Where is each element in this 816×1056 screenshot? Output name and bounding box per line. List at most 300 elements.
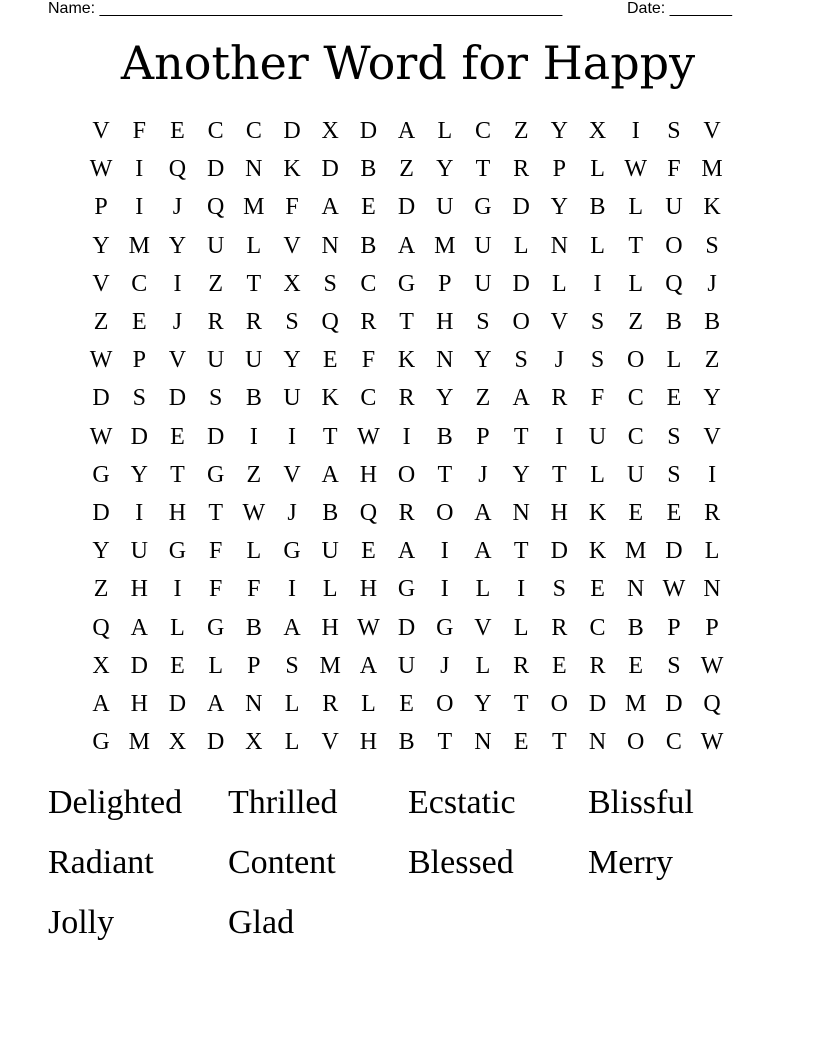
grid-cell[interactable]: L — [208, 652, 223, 679]
grid-cell[interactable]: D — [92, 385, 110, 412]
grid-cell[interactable]: X — [92, 652, 110, 679]
grid-cell[interactable]: A — [206, 690, 225, 717]
grid-cell[interactable]: L — [475, 652, 491, 679]
grid-cell[interactable]: M — [625, 690, 647, 717]
grid-cell[interactable]: H — [359, 461, 378, 488]
grid-cell[interactable]: L — [437, 118, 453, 145]
grid-cell[interactable]: I — [288, 423, 297, 450]
grid-cell[interactable]: T — [322, 423, 338, 450]
grid-cell[interactable]: T — [513, 423, 529, 450]
grid-cell[interactable]: H — [359, 729, 378, 756]
grid-cell[interactable]: L — [590, 461, 605, 488]
grid-cell[interactable]: F — [667, 156, 681, 183]
grid-cell[interactable]: G — [397, 270, 416, 297]
grid-cell[interactable]: M — [128, 729, 150, 756]
grid-cell[interactable]: M — [128, 232, 150, 259]
grid-cell[interactable]: S — [514, 347, 528, 374]
grid-cell[interactable]: A — [321, 194, 339, 221]
grid-cell[interactable]: I — [135, 499, 144, 526]
grid-cell[interactable]: Z — [475, 385, 491, 412]
grid-cell[interactable]: S — [323, 270, 337, 297]
grid-cell[interactable]: U — [436, 194, 454, 221]
grid-cell[interactable]: R — [704, 499, 721, 526]
grid-cell[interactable]: E — [170, 423, 185, 450]
grid-cell[interactable]: X — [283, 270, 301, 297]
grid-cell[interactable]: V — [703, 423, 721, 450]
grid-cell[interactable]: H — [436, 309, 454, 336]
grid-cell[interactable]: I — [173, 270, 182, 297]
grid-cell[interactable]: Y — [703, 385, 721, 412]
grid-cell[interactable]: C — [131, 270, 148, 297]
grid-cell[interactable]: D — [168, 385, 187, 412]
grid-cell[interactable]: S — [132, 385, 146, 412]
grid-cell[interactable]: Z — [399, 156, 414, 183]
grid-cell[interactable]: L — [704, 538, 720, 565]
grid-cell[interactable]: M — [701, 156, 723, 183]
grid-cell[interactable]: K — [283, 156, 301, 183]
grid-cell[interactable]: Y — [130, 461, 148, 488]
word-bank — [48, 780, 768, 960]
grid-cell[interactable]: I — [402, 423, 411, 450]
grid-cell[interactable]: R — [322, 690, 339, 717]
grid-cell[interactable]: Y — [168, 232, 187, 259]
grid-cell[interactable]: S — [476, 309, 490, 336]
grid-cell[interactable]: K — [703, 194, 721, 221]
grid-cell[interactable]: H — [130, 690, 148, 717]
grid-cell[interactable]: E — [399, 690, 414, 717]
grid-cell[interactable]: B — [589, 194, 606, 221]
grid-cell[interactable]: I — [708, 461, 717, 488]
grid-cell[interactable]: C — [627, 385, 644, 412]
grid-cell[interactable]: V — [321, 729, 339, 756]
grid-cell[interactable]: M — [319, 652, 341, 679]
grid-cell[interactable]: J — [440, 652, 450, 679]
grid-cell[interactable]: T — [208, 499, 223, 526]
grid-cell[interactable]: H — [321, 614, 339, 641]
grid-cell[interactable]: C — [360, 270, 377, 297]
grid-cell[interactable]: V — [92, 118, 110, 145]
grid-cell[interactable]: N — [474, 729, 492, 756]
grid-cell[interactable]: Z — [208, 270, 223, 297]
grid-cell[interactable]: D — [665, 690, 683, 717]
grid-cell[interactable]: K — [397, 347, 416, 374]
grid-cell[interactable]: C — [589, 614, 606, 641]
grid-cell[interactable]: A — [92, 690, 110, 717]
grid-cell[interactable]: R — [513, 156, 530, 183]
grid-cell[interactable]: G — [168, 538, 187, 565]
word-bank-item: Content — [228, 844, 336, 881]
grid-cell[interactable]: J — [172, 194, 183, 221]
grid-cell[interactable]: I — [593, 270, 602, 297]
grid-cell[interactable]: D — [206, 156, 225, 183]
grid-cell[interactable]: H — [359, 576, 378, 603]
grid-cell[interactable]: D — [92, 499, 110, 526]
grid-cell[interactable]: N — [588, 729, 607, 756]
grid-cell[interactable]: P — [132, 347, 146, 374]
grid-cell[interactable]: E — [628, 652, 644, 679]
grid-cell[interactable]: V — [168, 347, 187, 374]
grid-cell[interactable]: S — [667, 423, 681, 450]
grid-cell[interactable]: O — [627, 347, 645, 374]
grid-cell[interactable]: A — [397, 538, 416, 565]
grid-cell[interactable]: R — [245, 309, 262, 336]
grid-cell[interactable]: E — [361, 194, 376, 221]
grid-cell[interactable]: S — [667, 461, 681, 488]
grid-cell[interactable]: B — [245, 614, 262, 641]
grid-cell[interactable]: Z — [246, 461, 262, 488]
grid-cell[interactable]: I — [135, 194, 144, 221]
grid-cell[interactable]: R — [207, 309, 224, 336]
grid-cell[interactable]: P — [476, 423, 490, 450]
grid-cell[interactable]: I — [440, 538, 449, 565]
grid-cell[interactable]: C — [474, 118, 491, 145]
grid-cell[interactable]: R — [360, 309, 377, 336]
grid-cell[interactable]: R — [513, 652, 530, 679]
grid-cell[interactable]: B — [245, 385, 262, 412]
word-bank-item: Merry — [588, 844, 673, 881]
grid-cell[interactable]: P — [94, 194, 108, 221]
grid-cell[interactable]: I — [288, 576, 297, 603]
grid-cell[interactable]: O — [436, 690, 454, 717]
grid-cell[interactable]: W — [89, 423, 113, 450]
grid-cell[interactable]: C — [627, 423, 644, 450]
grid-cell[interactable]: E — [170, 118, 185, 145]
grid-cell[interactable]: D — [512, 270, 530, 297]
grid-cell[interactable]: D — [130, 652, 148, 679]
grid-cell[interactable]: E — [552, 652, 567, 679]
grid-cell[interactable]: O — [512, 309, 530, 336]
grid-cell[interactable]: G — [92, 461, 110, 488]
grid-cell[interactable]: A — [283, 614, 301, 641]
grid-cell[interactable]: U — [397, 652, 416, 679]
grid-cell[interactable]: M — [434, 232, 456, 259]
grid-cell[interactable]: K — [321, 385, 339, 412]
grid-cell[interactable]: D — [283, 118, 301, 145]
grid-cell[interactable]: Z — [93, 576, 109, 603]
grid-cell[interactable]: G — [206, 461, 225, 488]
grid-cell[interactable]: L — [513, 232, 529, 259]
grid-cell[interactable]: T — [513, 538, 529, 565]
grid-cell[interactable]: W — [700, 652, 724, 679]
grid-cell[interactable]: W — [89, 156, 113, 183]
grid-cell[interactable]: R — [551, 614, 568, 641]
grid-cell[interactable]: U — [206, 347, 225, 374]
grid-cell[interactable]: R — [589, 652, 606, 679]
grid-cell[interactable]: D — [206, 423, 225, 450]
grid-cell[interactable]: V — [550, 309, 569, 336]
grid-cell[interactable]: C — [360, 385, 377, 412]
grid-cell[interactable]: S — [285, 309, 299, 336]
grid-cell[interactable]: J — [478, 461, 488, 488]
grid-cell[interactable]: X — [321, 118, 339, 145]
grid-cell[interactable]: U — [588, 423, 607, 450]
grid-cell[interactable]: B — [360, 232, 377, 259]
grid-cell[interactable]: S — [705, 232, 719, 259]
grid-cell[interactable]: L — [246, 538, 262, 565]
grid-cell[interactable]: B — [360, 156, 377, 183]
grid-cell[interactable]: Q — [703, 690, 721, 717]
grid-cell[interactable]: W — [662, 576, 686, 603]
grid-cell[interactable]: M — [625, 538, 647, 565]
grid-cell[interactable]: V — [283, 232, 301, 259]
grid-cell[interactable]: E — [361, 538, 376, 565]
grid-cell[interactable]: L — [666, 347, 682, 374]
grid-cell[interactable]: L — [284, 690, 300, 717]
grid-cell[interactable]: I — [517, 576, 526, 603]
grid-cell[interactable]: U — [245, 347, 263, 374]
grid-cell[interactable]: E — [131, 309, 147, 336]
grid-cell[interactable]: T — [399, 309, 414, 336]
grid-cell[interactable]: E — [513, 729, 529, 756]
grid-cell[interactable]: B — [665, 309, 682, 336]
grid-cell[interactable]: D — [359, 118, 378, 145]
grid-cell[interactable]: N — [245, 690, 263, 717]
grid-cell[interactable]: L — [552, 270, 567, 297]
grid-cell[interactable]: L — [628, 270, 644, 297]
grid-cell[interactable]: Y — [283, 347, 301, 374]
grid-cell[interactable]: Q — [359, 499, 378, 526]
grid-cell[interactable]: T — [475, 156, 491, 183]
grid-cell[interactable]: Q — [92, 614, 110, 641]
grid-cell[interactable]: I — [631, 118, 640, 145]
grid-cell[interactable]: D — [588, 690, 607, 717]
grid-cell[interactable]: P — [552, 156, 567, 183]
grid-cell[interactable]: G — [397, 576, 416, 603]
grid-cell[interactable]: Y — [436, 156, 454, 183]
grid-cell[interactable]: Z — [704, 347, 720, 374]
grid-cell[interactable]: T — [513, 690, 529, 717]
grid-cell[interactable]: T — [170, 461, 185, 488]
grid-cell[interactable]: Y — [512, 461, 530, 488]
grid-cell[interactable]: E — [666, 499, 682, 526]
grid-cell[interactable]: C — [665, 729, 682, 756]
grid-cell[interactable]: W — [357, 423, 380, 450]
grid-cell[interactable]: I — [173, 576, 182, 603]
grid-cell[interactable]: Y — [92, 538, 110, 565]
grid-cell[interactable]: Z — [513, 118, 529, 145]
grid-cell[interactable]: N — [550, 232, 569, 259]
letter-grid — [82, 112, 731, 761]
grid-cell[interactable]: S — [285, 652, 299, 679]
grid-cell[interactable]: W — [357, 614, 380, 641]
grid-cell[interactable]: D — [206, 729, 225, 756]
grid-cell[interactable]: S — [552, 576, 567, 603]
word-bank-item: Ecstatic — [408, 784, 516, 821]
grid-cell[interactable]: X — [588, 118, 607, 145]
grid-cell[interactable]: S — [667, 118, 681, 145]
grid-cell[interactable]: L — [246, 232, 262, 259]
grid-cell[interactable]: T — [437, 461, 453, 488]
grid-cell[interactable]: F — [285, 194, 299, 221]
grid-cell[interactable]: T — [552, 461, 567, 488]
grid-cell[interactable]: C — [207, 118, 224, 145]
grid-cell[interactable]: Q — [321, 309, 339, 336]
grid-cell[interactable]: P — [667, 614, 681, 641]
word-bank-item: Blissful — [588, 784, 694, 821]
grid-cell[interactable]: U — [130, 538, 148, 565]
grid-cell[interactable]: B — [322, 499, 339, 526]
grid-cell[interactable]: W — [89, 347, 113, 374]
grid-cell[interactable]: E — [666, 385, 682, 412]
grid-cell[interactable]: F — [247, 576, 261, 603]
grid-cell[interactable]: P — [705, 614, 719, 641]
grid-cell[interactable]: L — [361, 690, 376, 717]
grid-cell[interactable]: Y — [474, 690, 492, 717]
grid-cell[interactable]: X — [245, 729, 263, 756]
grid-cell[interactable]: R — [551, 385, 568, 412]
grid-cell[interactable]: B — [704, 309, 721, 336]
grid-cell[interactable]: O — [550, 690, 569, 717]
grid-cell[interactable]: D — [512, 194, 530, 221]
grid-cell[interactable]: U — [206, 232, 225, 259]
grid-cell[interactable]: L — [170, 614, 185, 641]
grid-cell[interactable]: T — [246, 270, 262, 297]
grid-cell[interactable]: S — [590, 309, 605, 336]
name-field[interactable]: Name: ____________________________________________________ — [48, 0, 563, 17]
grid-cell[interactable]: F — [132, 118, 146, 145]
grid-cell[interactable]: N — [512, 499, 530, 526]
grid-cell[interactable]: J — [172, 309, 183, 336]
grid-cell[interactable]: W — [700, 729, 724, 756]
grid-cell[interactable]: S — [590, 347, 605, 374]
grid-cell[interactable]: A — [359, 652, 378, 679]
grid-cell[interactable]: G — [206, 614, 225, 641]
grid-cell[interactable]: O — [436, 499, 454, 526]
grid-cell[interactable]: C — [245, 118, 262, 145]
grid-cell[interactable]: L — [475, 576, 491, 603]
grid-cell[interactable]: G — [436, 614, 454, 641]
grid-cell[interactable]: E — [590, 576, 605, 603]
grid-cell[interactable]: T — [437, 729, 453, 756]
grid-cell[interactable]: I — [135, 156, 144, 183]
grid-cell[interactable]: L — [322, 576, 338, 603]
grid-cell[interactable]: A — [397, 232, 416, 259]
grid-cell[interactable]: Y — [550, 118, 569, 145]
grid-cell[interactable]: V — [92, 270, 110, 297]
grid-cell[interactable]: L — [513, 614, 529, 641]
grid-cell[interactable]: U — [627, 461, 645, 488]
word-bank-item: Glad — [228, 904, 295, 941]
grid-cell[interactable]: I — [555, 423, 564, 450]
grid-cell[interactable]: O — [627, 729, 645, 756]
grid-cell[interactable]: N — [627, 576, 645, 603]
grid-cell[interactable]: Y — [550, 194, 569, 221]
date-field[interactable]: Date: _______ — [627, 0, 732, 17]
grid-cell[interactable]: G — [283, 538, 301, 565]
grid-cell[interactable]: U — [665, 194, 683, 221]
grid-cell[interactable]: A — [321, 461, 339, 488]
grid-cell[interactable]: D — [665, 538, 683, 565]
grid-cell[interactable]: F — [208, 538, 223, 565]
grid-cell[interactable]: Q — [665, 270, 683, 297]
grid-cell[interactable]: D — [397, 614, 416, 641]
grid-cell[interactable]: Y — [436, 385, 454, 412]
grid-cell[interactable]: D — [397, 194, 416, 221]
grid-cell[interactable]: E — [628, 499, 644, 526]
grid-cell[interactable]: F — [590, 385, 605, 412]
grid-cell[interactable]: K — [588, 538, 607, 565]
grid-cell[interactable]: Z — [628, 309, 644, 336]
grid-cell[interactable]: G — [92, 729, 110, 756]
grid-cell[interactable]: Y — [474, 347, 492, 374]
grid-cell[interactable]: B — [436, 423, 453, 450]
grid-cell[interactable]: D — [130, 423, 148, 450]
grid-cell[interactable]: P — [438, 270, 452, 297]
grid-cell[interactable]: A — [130, 614, 148, 641]
grid-cell[interactable]: N — [245, 156, 263, 183]
grid-cell[interactable]: D — [550, 538, 569, 565]
grid-cell[interactable]: I — [249, 423, 258, 450]
grid-cell[interactable]: B — [398, 729, 415, 756]
word-bank-item: Jolly — [48, 904, 115, 941]
grid-cell[interactable]: O — [665, 232, 683, 259]
grid-cell[interactable]: X — [168, 729, 187, 756]
grid-cell[interactable]: F — [208, 576, 223, 603]
grid-cell[interactable]: D — [168, 690, 187, 717]
grid-cell[interactable]: M — [243, 194, 265, 221]
grid-cell[interactable]: L — [590, 232, 605, 259]
grid-cell[interactable]: S — [667, 652, 681, 679]
grid-cell[interactable]: E — [322, 347, 338, 374]
grid-cell[interactable]: N — [436, 347, 454, 374]
grid-cell[interactable]: H — [130, 576, 148, 603]
grid-cell[interactable]: H — [168, 499, 187, 526]
grid-cell[interactable]: W — [242, 499, 266, 526]
grid-cell[interactable]: G — [474, 194, 492, 221]
grid-cell[interactable]: Q — [168, 156, 187, 183]
grid-cell[interactable]: Q — [206, 194, 225, 221]
grid-cell[interactable]: T — [628, 232, 644, 259]
grid-cell[interactable]: L — [284, 729, 300, 756]
grid-cell[interactable]: I — [440, 576, 449, 603]
grid-cell[interactable]: K — [588, 499, 607, 526]
grid-cell[interactable]: A — [397, 118, 416, 145]
grid-cell[interactable]: U — [283, 385, 301, 412]
grid-cell[interactable]: W — [624, 156, 648, 183]
grid-cell[interactable]: J — [707, 270, 717, 297]
grid-cell[interactable]: Z — [93, 309, 109, 336]
grid-cell[interactable]: J — [287, 499, 297, 526]
grid-cell[interactable]: U — [474, 270, 492, 297]
grid-cell[interactable]: A — [512, 385, 530, 412]
grid-cell[interactable]: S — [208, 385, 223, 412]
grid-cell[interactable]: N — [703, 576, 721, 603]
grid-cell[interactable]: H — [550, 499, 569, 526]
grid-cell[interactable]: A — [474, 499, 492, 526]
grid-cell[interactable]: U — [474, 232, 492, 259]
grid-cell[interactable]: V — [283, 461, 301, 488]
grid-cell[interactable]: R — [398, 385, 415, 412]
grid-cell[interactable]: Y — [92, 232, 110, 259]
grid-cell[interactable]: N — [321, 232, 339, 259]
grid-cell[interactable]: V — [474, 614, 492, 641]
grid-cell[interactable]: B — [627, 614, 644, 641]
grid-cell[interactable]: V — [703, 118, 721, 145]
grid-cell[interactable]: J — [554, 347, 565, 374]
grid-cell[interactable]: A — [474, 538, 492, 565]
grid-cell[interactable]: E — [170, 652, 185, 679]
grid-cell[interactable]: F — [361, 347, 376, 374]
word-bank-item: Radiant — [48, 844, 154, 881]
grid-cell[interactable]: R — [398, 499, 415, 526]
grid-cell[interactable]: L — [590, 156, 605, 183]
grid-cell[interactable]: L — [628, 194, 644, 221]
grid-cell[interactable]: U — [321, 538, 339, 565]
grid-cell[interactable]: T — [552, 729, 567, 756]
grid-cell[interactable]: O — [397, 461, 416, 488]
grid-cell[interactable]: D — [321, 156, 339, 183]
grid-cell[interactable]: P — [247, 652, 261, 679]
